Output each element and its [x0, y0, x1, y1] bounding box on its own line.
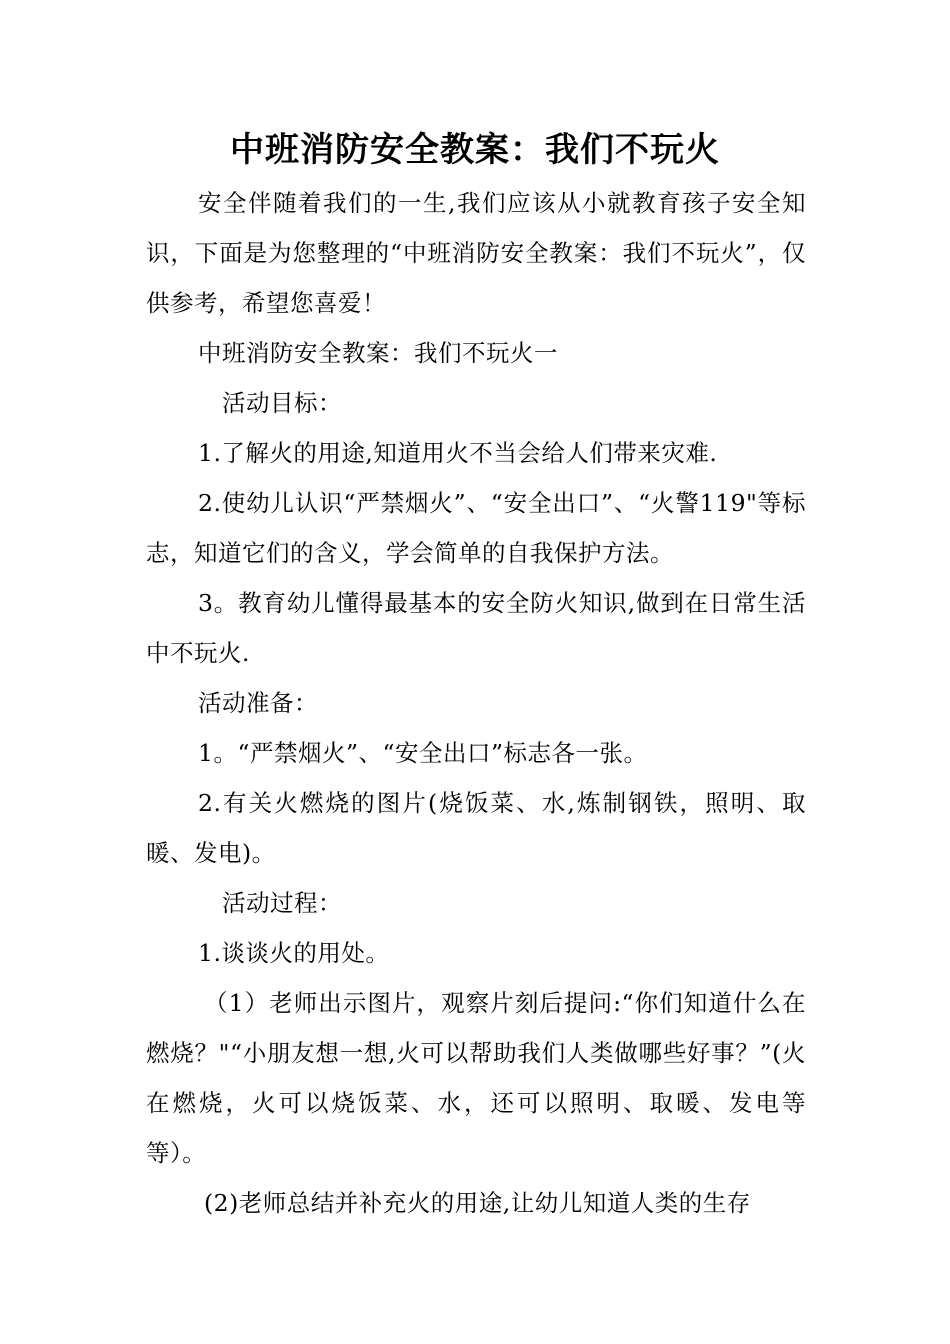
paragraph-section-title: 中班消防安全教案：我们不玩火一: [198, 339, 558, 367]
paragraph-goal-3: 3。教育幼儿懂得最基本的安全防火知识,做到在日常生活中不玩火.: [146, 589, 806, 667]
paragraph-heading-goals: 活动目标：: [222, 389, 342, 417]
paragraph-goal-1: 1.了解火的用途,知道用火不当会给人们带来灾难.: [198, 439, 718, 467]
paragraph-intro: 安全伴随着我们的一生,我们应该从小就教育孩子安全知识，下面是为您整理的“中班消防安全教案：我们不玩火”，仅供参考，希望您喜爱！: [146, 189, 806, 317]
paragraph-process-1-2: (2)老师总结并补充火的用途,让幼儿知道人类的生存: [204, 1189, 751, 1217]
document-title: 中班消防安全教案：我们不玩火: [230, 130, 720, 170]
document-body: [146, 178, 806, 1228]
paragraph-preparation-1: 1。“严禁烟火”、“安全出口”标志各一张。: [198, 739, 648, 767]
paragraph-process-1-1: （1）老师出示图片，观察片刻后提问:“你们知道什么在燃烧？"“小朋友想一想,火可以帮助我们人类做哪些好事？”(火在燃烧，火可以烧饭菜、水，还可以照明、取暖、发电等等）。: [146, 989, 806, 1167]
paragraph-goal-2: 2.使幼儿认识“严禁烟火”、“安全出口”、“火警119"等标志，知道它们的含义，学会简单的自我保护方法。: [146, 489, 806, 567]
paragraph-process-1: 1.谈谈火的用处。: [198, 939, 390, 967]
paragraph-preparation-2: 2.有关火燃烧的图片(烧饭菜、水,炼制钢铁，照明、取暖、发电)。: [146, 789, 806, 867]
paragraph-heading-process: 活动过程：: [222, 889, 342, 917]
paragraph-heading-preparation: 活动准备：: [198, 689, 318, 717]
